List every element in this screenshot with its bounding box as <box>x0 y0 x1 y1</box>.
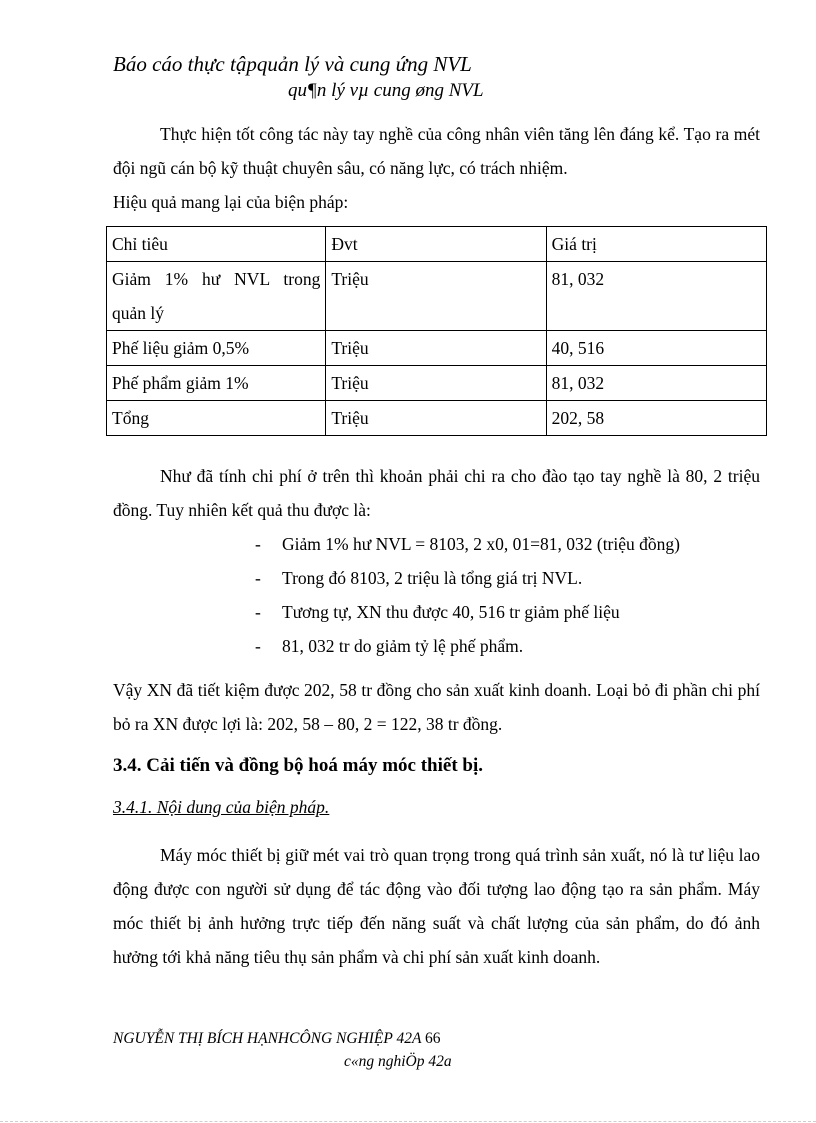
footer-author-text: NGUYỄN THỊ BÍCH HẠNHCÔNG NGHIỆP 42A <box>113 1030 422 1047</box>
bullet-dash: - <box>255 602 261 622</box>
table-cell-text: Giảm 1% hư NVL trong <box>112 269 321 289</box>
table-cell <box>107 262 326 331</box>
table-header-row <box>107 227 767 262</box>
list-item-text: Trong đó 8103, 2 triệu là tổng giá trị NVL. <box>282 568 583 588</box>
list-item <box>255 595 680 629</box>
table-cell: Tổng <box>107 401 326 436</box>
bullet-dash: - <box>255 534 261 554</box>
footer-garbled: c«ng nghiÖp 42a <box>344 1053 452 1070</box>
list-item-text: Giảm 1% hư NVL = 8103, 2 x0, 01=81, 032 (triệu đồng) <box>282 534 680 554</box>
list-item-text: 81, 032 tr do giảm tỷ lệ phế phẩm. <box>282 636 524 656</box>
paragraph-effectiveness-intro: Hiệu quả mang lại của biện pháp: <box>113 192 349 212</box>
result-bullet-list <box>255 527 680 663</box>
table-row <box>107 331 767 366</box>
subsection-heading: 3.4.1. Nội dung của biện pháp. <box>113 797 330 817</box>
table-header-cell: Đvt <box>326 227 546 262</box>
effectiveness-table <box>106 226 767 436</box>
table-cell: Triệu <box>326 262 546 331</box>
table-cell: Triệu <box>326 366 546 401</box>
table-row <box>107 262 767 331</box>
table-cell: 81, 032 <box>546 366 766 401</box>
paragraph-equipment: Máy móc thiết bị giữ mét vai trò quan trọng trong quá trình sản xuất, nó là tư liệu lao động được con người sử dụng để tác động vào đối tượng lao động tạo ra sản phẩm. Máy móc thiết bị ảnh hưởng trực tiếp đến năng suất và chất lượng của sản phẩm, do đó ảnh hưởng tới khả năng tiêu thụ sản phẩm và chi phí sản xuất kinh doanh. <box>113 845 760 967</box>
table-cell: 40, 516 <box>546 331 766 366</box>
paragraph-savings: Vậy XN đã tiết kiệm được 202, 58 tr đồng cho sản xuất kinh doanh. Loại bỏ đi phần chi phí bỏ ra XN được lợi là: 202, 58 – 80, 2 = 122, 38 tr đồng. <box>113 680 760 734</box>
list-item <box>255 527 680 561</box>
footer-author <box>113 1030 441 1048</box>
running-header: Báo cáo thực tậpquản lý và cung ứng NVL <box>113 52 472 76</box>
running-header-garbled: qu¶n lý vµ cung øng NVL <box>288 80 484 101</box>
bullet-dash: - <box>255 636 261 656</box>
bullet-dash: - <box>255 568 261 588</box>
list-item <box>255 561 680 595</box>
table-cell: Triệu <box>326 331 546 366</box>
table-cell: Triệu <box>326 401 546 436</box>
table-cell-text-continued: quản lý <box>112 303 165 323</box>
table-header-cell: Giá trị <box>546 227 766 262</box>
table-cell: Phế phẩm giảm 1% <box>107 366 326 401</box>
table-cell: Phế liệu giảm 0,5% <box>107 331 326 366</box>
table-row <box>107 401 767 436</box>
list-item-text: Tương tự, XN thu được 40, 516 tr giảm phế liệu <box>282 602 620 622</box>
table-header-cell: Chỉ tiêu <box>107 227 326 262</box>
table-cell: 202, 58 <box>546 401 766 436</box>
paragraph-training: Thực hiện tốt công tác này tay nghề của công nhân viên tăng lên đáng kể. Tạo ra mét đội ngũ cán bộ kỹ thuật chuyên sâu, có năng lực, có trách nhiệm. <box>113 124 760 178</box>
list-item <box>255 629 680 663</box>
paragraph-training-cost: Như đã tính chi phí ở trên thì khoản phải chi ra cho đào tạo tay nghề là 80, 2 triệu đồng. Tuy nhiên kết quả thu được là: <box>113 466 760 520</box>
table-row <box>107 366 767 401</box>
section-heading: 3.4. Cải tiến và đồng bộ hoá máy móc thiết bị. <box>113 755 483 776</box>
page-number: 66 <box>425 1030 441 1047</box>
page-bottom-divider <box>0 1121 816 1122</box>
table-cell: 81, 032 <box>546 262 766 331</box>
